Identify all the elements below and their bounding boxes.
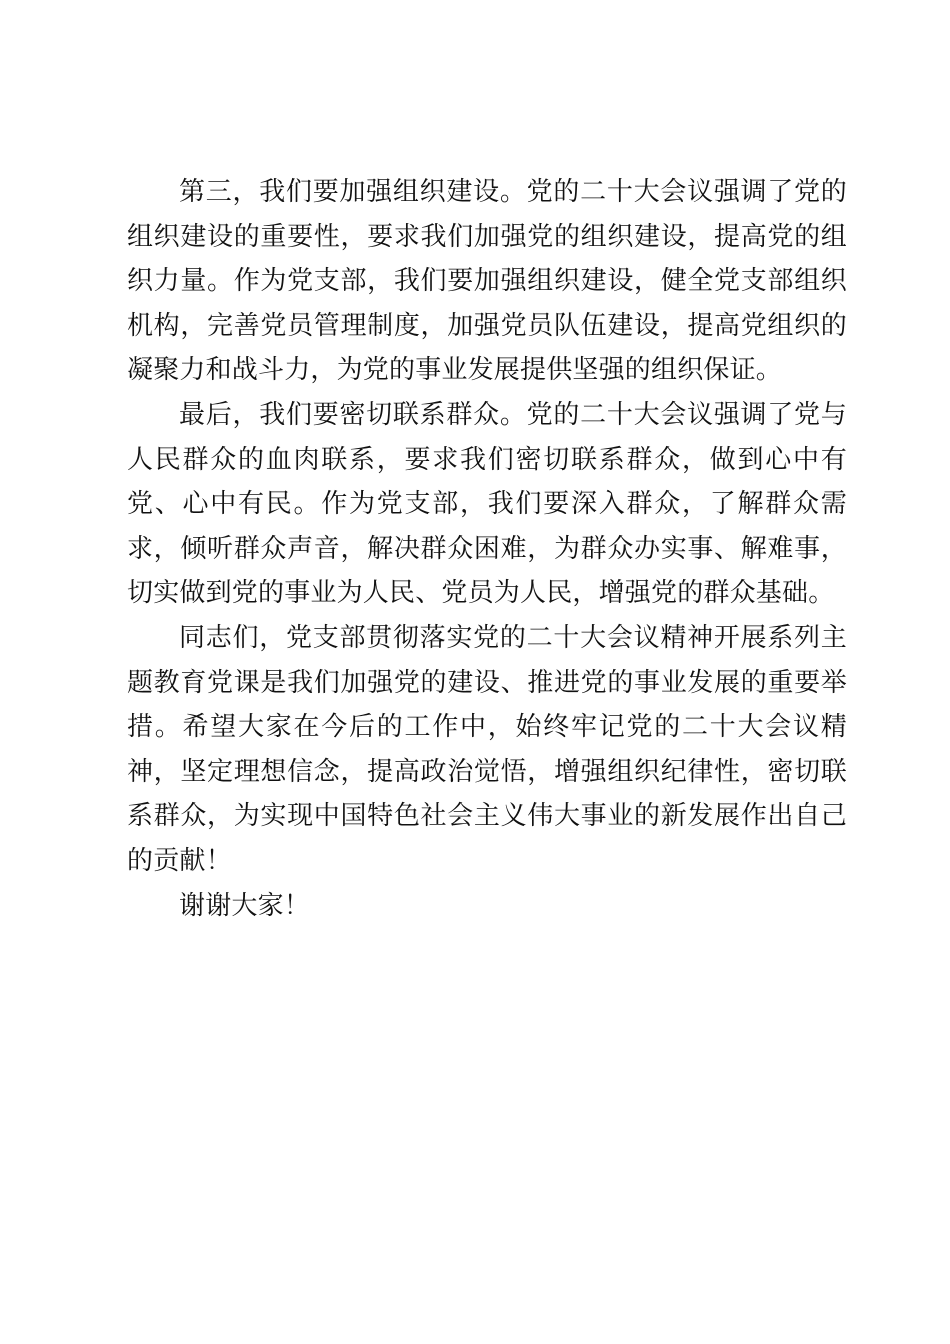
paragraph-thanks: 谢谢大家！ [179,890,311,921]
paragraph-masses: 最后，我们要密切联系群众。党的二十大会议强调了党与人民群众的血肉联系，要求我们密切联系群众，做到心中有党、心中有民。作为党支部，我们要深入群众，了解群众需求，倾听群众声音，解决群众困难，为群众办实事、解难事，切实做到党的事业为人民、党员为人民，增强党的群众基础。 [127,399,847,609]
document-body [127,170,847,928]
paragraph-organization: 第三，我们要加强组织建设。党的二十大会议强调了党的组织建设的重要性，要求我们加强党的组织建设，提高党的组织力量。作为党支部，我们要加强组织建设，健全党支部组织机构，完善党员管理制度，加强党员队伍建设，提高党组织的凝聚力和战斗力，为党的事业发展提供坚强的组织保证。 [127,177,847,386]
paragraph-conclusion: 同志们，党支部贯彻落实党的二十大会议精神开展系列主题教育党课是我们加强党的建设、推进党的事业发展的重要举措。希望大家在今后的工作中，始终牢记党的二十大会议精神，坚定理想信念，提高政治觉悟，增强组织纪律性，密切联系群众，为实现中国特色社会主义伟大事业的新发展作出自己的贡献！ [127,622,847,876]
